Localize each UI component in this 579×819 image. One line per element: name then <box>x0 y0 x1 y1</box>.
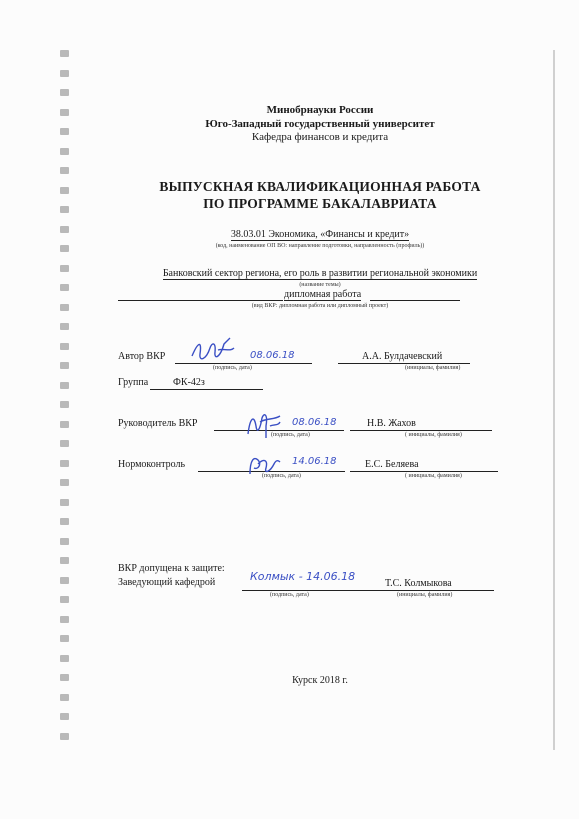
binding-hole <box>60 538 69 545</box>
binding-hole <box>60 50 69 57</box>
department-name: Кафедра финансов и кредита <box>251 131 389 143</box>
binding-hole <box>60 362 69 369</box>
binding-hole <box>60 382 69 389</box>
binding-hole <box>60 109 69 116</box>
binding-hole <box>60 148 69 155</box>
binding-hole <box>60 401 69 408</box>
normcontrol-name-caption: ( инициалы, фамилия) <box>405 473 462 479</box>
supervisor-sign-date: 08.06.18 <box>292 417 337 428</box>
head-name-line <box>368 590 494 591</box>
binding-hole <box>60 206 69 213</box>
author-name: А.А. Булдачевский <box>362 351 443 362</box>
author-name-line <box>338 363 470 364</box>
binding-hole <box>60 343 69 350</box>
normcontrol-sign-date: 14.06.18 <box>292 456 337 467</box>
normcontrol-name-line <box>350 471 498 472</box>
binding-hole <box>60 635 69 642</box>
binding-hole <box>60 733 69 740</box>
author-name-caption: (инициалы, фамилия) <box>405 365 461 371</box>
binding-hole <box>60 694 69 701</box>
binding-hole <box>60 460 69 467</box>
head-signature-date: Колмык - 14.06.18 <box>250 570 356 583</box>
binding-hole <box>60 479 69 486</box>
binding-hole <box>60 596 69 603</box>
normcontrol-name: Е.С. Беляева <box>365 459 419 470</box>
binding-hole <box>60 577 69 584</box>
binding-hole <box>60 245 69 252</box>
head-name-caption: (инициалы, фамилия) <box>397 592 453 598</box>
binding-hole <box>60 284 69 291</box>
supervisor-name-caption: ( инициалы, фамилия) <box>405 432 462 438</box>
binding-hole <box>60 89 69 96</box>
document-title-line2: ПО ПРОГРАММЕ БАКАЛАВРИАТА <box>203 196 437 211</box>
group-label: Группа <box>118 377 149 388</box>
binding-hole <box>60 265 69 272</box>
binding-hole <box>60 421 69 428</box>
binding-hole <box>60 70 69 77</box>
binding-hole <box>60 128 69 135</box>
normcontrol-sig-caption: (подпись, дата) <box>262 473 301 479</box>
head-of-department-label: Заведующий кафедрой <box>118 577 216 588</box>
supervisor-name-line <box>350 430 492 431</box>
work-type: дипломная работа <box>284 289 362 300</box>
program-caption: (код, наименование ОП ВО: направление подготовки, направленность (профиль)) <box>215 243 425 249</box>
binding-hole <box>60 499 69 506</box>
supervisor-label: Руководитель ВКР <box>118 418 198 429</box>
admission-label: ВКР допущена к защите: <box>118 563 225 574</box>
group-line <box>150 389 263 390</box>
normcontrol-label: Нормоконтроль <box>118 459 186 470</box>
work-type-caption: (вид ВКР: дипломная работа или дипломный проект) <box>251 303 389 309</box>
head-name: Т.С. Колмыкова <box>385 578 452 589</box>
topic-caption: (название темы) <box>299 282 341 288</box>
binding-hole <box>60 674 69 681</box>
work-type-underline-left <box>118 300 283 301</box>
author-signature <box>188 334 238 368</box>
university-name: Юго-Западный государственный университет <box>205 118 435 130</box>
binding-hole <box>60 440 69 447</box>
head-sig-caption: (подпись, дата) <box>270 592 309 598</box>
binding-hole <box>60 713 69 720</box>
binding-hole <box>60 187 69 194</box>
binding-hole <box>60 655 69 662</box>
supervisor-name: Н.В. Жахов <box>367 418 416 429</box>
program-code: 38.03.01 Экономика, «Финансы и кредит» <box>230 229 410 240</box>
binding-hole <box>60 167 69 174</box>
thesis-topic: Банковский сектор региона, его роль в развитии региональной экономики <box>162 268 478 279</box>
work-type-underline-right <box>370 300 460 301</box>
supervisor-sig-caption: (подпись, дата) <box>271 432 310 438</box>
binding-hole <box>60 323 69 330</box>
binding-hole <box>60 518 69 525</box>
document-title-line1: ВЫПУСКНАЯ КВАЛИФИКАЦИОННАЯ РАБОТА <box>159 179 481 194</box>
binding-hole <box>60 226 69 233</box>
head-signature-line <box>242 590 368 591</box>
author-label: Автор ВКР <box>118 351 166 362</box>
binding-hole <box>60 304 69 311</box>
author-sign-date: 08.06.18 <box>250 350 295 361</box>
ministry-name: Минобрнауки России <box>266 104 374 116</box>
place-year: Курск 2018 г. <box>292 675 348 686</box>
binding-holes <box>60 50 74 750</box>
binding-hole <box>60 616 69 623</box>
group-value: ФК-42з <box>173 377 205 388</box>
page-edge <box>553 50 555 750</box>
author-sig-caption: (подпись, дата) <box>213 365 252 371</box>
binding-hole <box>60 557 69 564</box>
